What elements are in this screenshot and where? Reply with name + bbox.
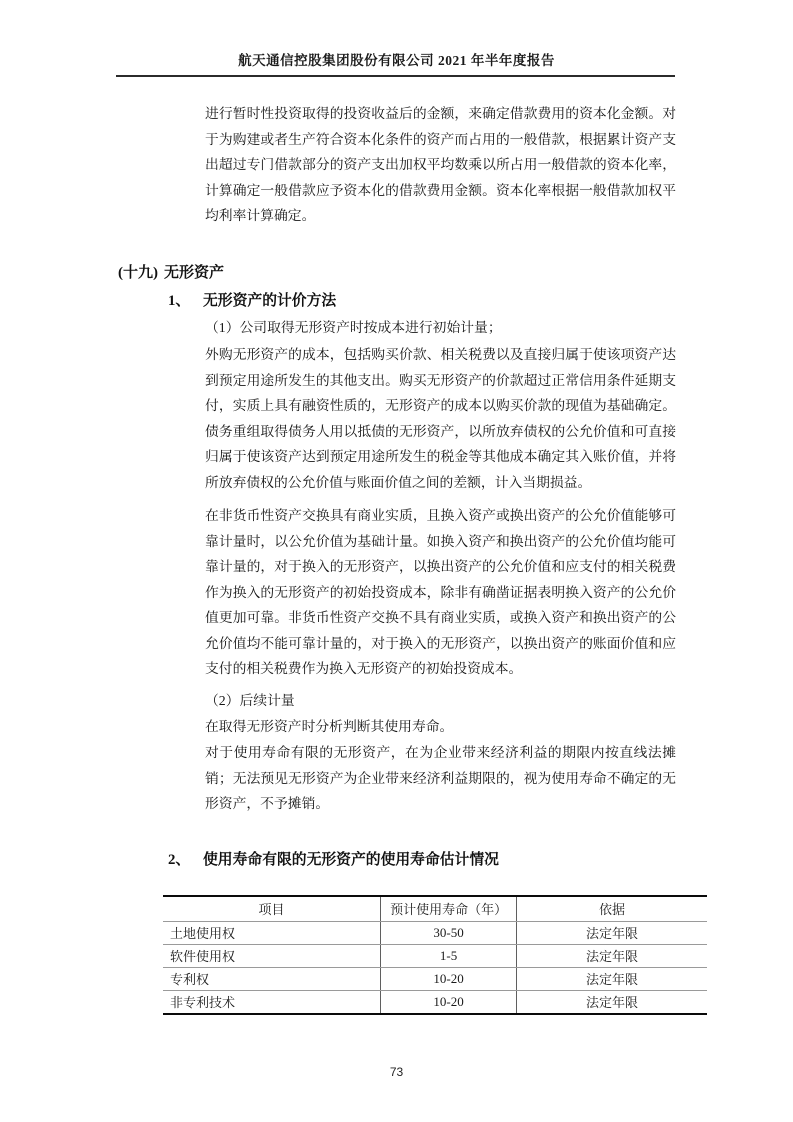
table-row: [163, 990, 707, 1013]
cell-basis: 法定年限: [517, 967, 707, 990]
cell-item: 土地使用权: [163, 921, 381, 944]
useful-life-table-body: [163, 921, 707, 1013]
cell-item: 专利权: [163, 967, 381, 990]
section-heading: [118, 261, 224, 282]
cell-item: 非专利技术: [170, 995, 236, 1011]
cell-basis: 法定年限: [517, 944, 707, 967]
cell-useful-life: 1-5: [381, 944, 517, 967]
cell-useful-life: 10-20: [381, 990, 517, 1013]
subsection-2-title: 使用寿命有限的无形资产的使用寿命估计情况: [203, 852, 499, 868]
item-subsequent-measurement: （2）后续计量: [205, 693, 295, 708]
subsection-2-heading: [168, 848, 499, 869]
subsection-2-number: 2、: [168, 852, 191, 868]
useful-life-table: [163, 897, 707, 1013]
report-header-title: 航天通信控股集团股份有限公司 2021 年半年度报告: [238, 53, 555, 68]
column-header-item: 项目: [163, 897, 381, 921]
paragraph-useful-life-judgement: 在取得无形资产时分析判断其使用寿命。: [205, 719, 454, 734]
header-rule: [116, 75, 675, 77]
table-row: [163, 967, 707, 990]
subsection-1-heading: [168, 289, 336, 310]
column-header-basis: 依据: [517, 897, 707, 921]
table-header-row: [163, 897, 707, 921]
table-row: [163, 944, 707, 967]
column-header-useful-life: 预计使用寿命（年）: [381, 897, 517, 921]
cell-basis: 法定年限: [517, 990, 707, 1013]
item-initial-measurement: （1）公司取得无形资产时按成本进行初始计量；: [205, 320, 502, 335]
paragraph-borrowing-capitalization: 进行暂时性投资取得的投资收益后的金额，来确定借款费用的资本化金额。对于为购建或者生产符合资本化条件的资产而占用的一般借款，根据累计资产支出超过专门借款部分的资产支出加权平均数乘以所占用一般借款的资本化率，计算确定一般借款应予资本化的借款费用金额。资本化率根据一般借款加权平均利率计算确定。: [205, 106, 676, 223]
subsection-1-title: 无形资产的计价方法: [203, 293, 337, 309]
useful-life-table-wrap: [163, 895, 707, 1015]
paragraph-nonmonetary-exchange: 在非货币性资产交换具有商业实质，且换入资产或换出资产的公允价值能够可靠计量时，以公允价值为基础计量。如换入资产和换出资产的公允价值均能可靠计量的，对于换入的无形资产，以换出资产的公允价值和应支付的相关税费作为换入的无形资产的初始投资成本，除非有确凿证据表明换入资产的公允价值更加可靠。非货币性资产交换不具有商业实质，或换入资产和换出资产的公允价值均不能可靠计量的，对于换入的无形资产，以换出资产的账面价值和应支付的相关税费作为换入无形资产的初始投资成本。: [205, 508, 676, 676]
cell-useful-life: 30-50: [381, 921, 517, 944]
section-number: (十九): [118, 265, 158, 281]
subsection-1-number: 1、: [168, 293, 191, 309]
cell-basis: 法定年限: [517, 921, 707, 944]
cell-useful-life: 10-20: [381, 967, 517, 990]
cell-item: 软件使用权: [163, 944, 381, 967]
paragraph-amortization: 对于使用寿命有限的无形资产，在为企业带来经济利益的期限内按直线法摊销；无法预见无形资产为企业带来经济利益期限的，视为使用寿命不确定的无形资产，不予摊销。: [205, 745, 676, 811]
table-row: [163, 921, 707, 944]
page-number: 73: [389, 1065, 404, 1079]
section-title: 无形资产: [164, 265, 225, 281]
paragraph-acquired-intangibles: 外购无形资产的成本，包括购买价款、相关税费以及直接归属于使该项资产达到预定用途所发生的其他支出。购买无形资产的价款超过正常信用条件延期支付，实质上具有融资性质的，无形资产的成本以购买价款的现值为基础确定。债务重组取得债务人用以抵债的无形资产，以所放弃债权的公允价值和可直接归属于使该资产达到预定用途所发生的税金等其他成本确定其入账价值，并将所放弃债权的公允价值与账面价值之间的差额，计入当期损益。: [205, 347, 676, 490]
